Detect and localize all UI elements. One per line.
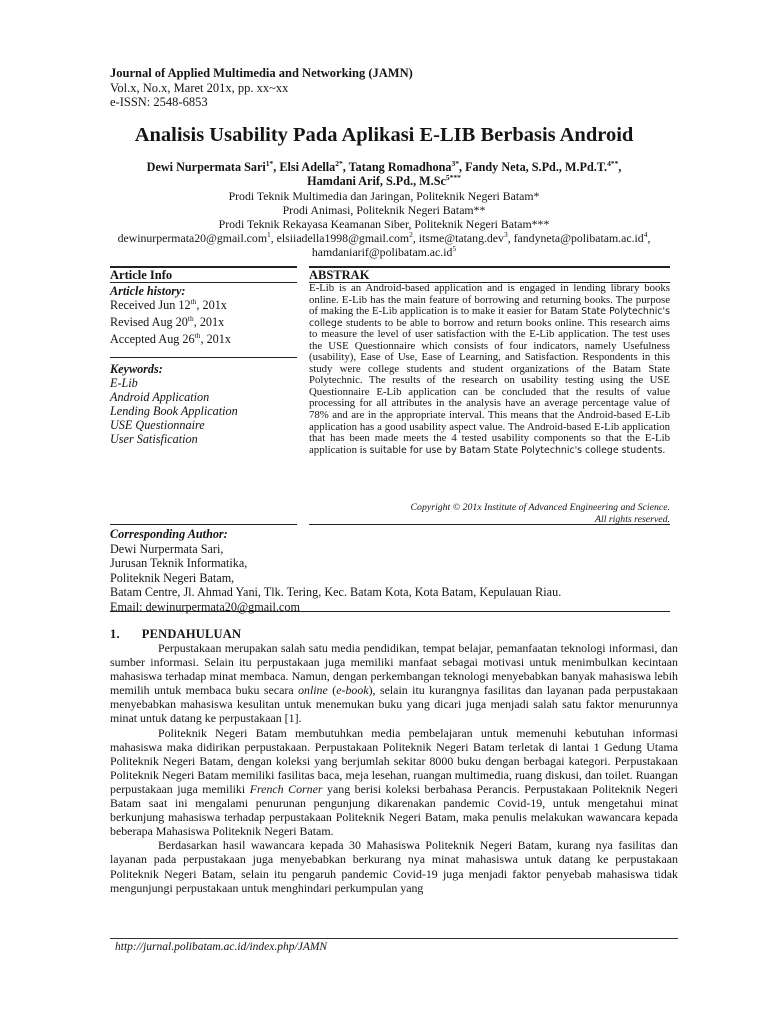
affiliation-line: Prodi Teknik Rekayasa Keamanan Siber, Politeknik Negeri Batam*** [218,217,550,231]
keywords-bottom-rule [110,524,297,525]
history-received: Received Jun 12th, 201x [110,296,227,312]
email-mark: 3 [503,230,508,240]
keywords-block [110,362,238,446]
author-mark: 1* [265,158,274,168]
corresponding-author [110,527,561,614]
keyword: Lending Book Application [110,404,238,418]
history-heading: Article history: [110,284,186,298]
history-accepted: Accepted Aug 26th, 201x [110,330,231,346]
author-email: dewinurpermata20@gmail.com [117,231,267,245]
keyword: E-Lib [110,376,138,390]
footer-url[interactable]: http://jurnal.polibatam.ac.id/index.php/JAMN [115,941,328,953]
author-email: hamdaniarif@polibatam.ac.id [311,245,453,259]
author-name: Fandy Neta, S.Pd., M.Pd.T. [465,160,608,174]
email-mark: 4 [643,230,648,240]
author-mark: 2* [335,158,343,168]
copyright-notice: Copyright © 201x Institute of Advanced Engineering and Science. All rights reserved. [410,502,670,525]
email-mark: 1 [267,230,271,240]
abstract-text: E-Lib is an Android-based application and is engaged in lending library books online. E-Lib has the main feature of borrowing and returning books. The purpose of making the E-Lib application is to make it easier for Batam State Polytechnic's college students to be able to borrow and return books online. This research aims to measure the level of user satisfaction with the E-Lib application. The test uses the USE Questionnaire which consists of four indicators, namely Usefulness (usability), Ease of Use, Ease of Learning, and Satisfaction. Respondents in this study were college students and student organizations of the Batam State Polytechnic. The results of the research on usability testing using the USE Questionnaire E-Lib application can be concluded that the results of value processing for all attributes in the analysis have an average percentage value of 78% and are in the appropriate interval. This means that the Android-based E-Lib application has a good usability aspect value. The Android-based E-Lib application that has been made meets the 4 tested usability components so that the E-Lib application is suitable for use by Batam State Polytechnic's college students. [309,282,670,456]
corresponding-line: Dewi Nurpermata Sari, [110,541,224,556]
author-name: Tatang Romadhona [348,160,452,174]
author-mark: 3* [451,158,459,168]
corresponding-line: Batam Centre, Jl. Ahmad Yani, Tlk. Tering, Kec. Batam Kota, Kota Batam, Kepulauan Riau. [110,585,562,599]
email-line: dewinurpermata20@gmail.com$^1$, elsiiadella1998@gmail.com$^2$, itsme@tatang.dev$^3$, $fandyneta@polibatam.ac.id^4$, [117,230,651,245]
email-mark: 2 [409,230,413,240]
article-history [110,284,231,346]
journal-volume: Vol.x, No.x, Maret 201x, pp. xx~xx [110,80,289,95]
paragraph: Perpustakaan merupakan salah satu media pendidikan, tempat belajar, pemanfaatan teknologi informasi, dan sumber informasi. Selain itu perpustakaan juga memiliki manfaat sebagai motivasi untuk menimbulkan kecintaan mahasiswa terhadap minat membaca. Namun, dengan perkembangan teknologi menyebabkan banyak mahasiswa lebih memilih untuk membaca buku secara online (e-book), selain itu kurangnya fasilitas dan layanan pada perpustakaan menyebabkan mahasiswa kesulitan untuk menemukan buku yang dicari juga menjadi salah satu faktor menurunnya minat untuk datang ke perpustakaan [1]. [110,641,678,726]
corresponding-line: Politeknik Negeri Batam, [110,570,235,585]
article-info-heading: Article Info [110,268,173,282]
journal-name: Journal of Applied Multimedia and Networking (JAMN) [110,66,413,80]
affiliation-line: Prodi Animasi, Politeknik Negeri Batam** [282,203,486,217]
paper-title: Analisis Usability Pada Aplikasi E-LIB Berbasis Android [134,124,634,146]
corresponding-line: Jurusan Teknik Informatika, [110,556,248,570]
affiliation-line: Prodi Teknik Multimedia dan Jaringan, Politeknik Negeri Batam* [228,189,540,203]
author-name: Dewi Nurpermata Sari [146,160,266,174]
paragraph: Politeknik Negeri Batam membutuhkan media pembelajaran untuk memenuhi kebutuhan informasi mahasiswa maka didirikan perpustakaan. Perpustakaan Politeknik Negeri Batam terletak di lantai 1 Gedung Utama Politeknik Negeri Batam, dengan koleksi yang berjumlah sekitar 8000 buku dengan berbagai kategori. Perpustakaan Politeknik Negeri Batam memiliki fasilitas baca, meja lesehan, ruangan multimedia, ruang diskusi, dan toilet. Ruangan perpustakaan juga memiliki French Corner yang berisi koleksi berbahasa Perancis. Perpustakaan Politeknik Negeri Batam saat ini mengalami penurunan pengunjung dikarenakan pandemic Covid-19, untuk mengetahui minat berkunjung mahasiswa terhadap perpustakaan Politeknik Negeri Batam, maka penulis melakukan wawancara kepada beberapa Mahasiswa Politeknik Negeri Batam. [110,725,678,839]
email-mark: 5 [452,244,457,254]
author-mark: 5*** [445,172,461,182]
author-mark: 4** [607,158,619,168]
journal-issn: e-ISSN: 2548-6853 [110,95,208,109]
email-line [100,245,668,259]
section-heading: 1. PENDAHULUAN [110,627,242,641]
author-email: fandyneta@polibatam.ac.id [513,231,644,245]
journal-header [110,66,413,110]
abstract-heading: ABSTRAK [309,268,370,282]
author-email: elsiiadella1998@gmail.com [276,231,410,245]
keyword: USE Questionnaire [110,418,205,432]
footer-rule [110,938,678,939]
paragraph: Berdasarkan hasil wawancara kepada 30 Mahasiswa Politeknik Negeri Batam, kurang nya fasilitas dan layanan pada perpustakaan juga menyebabkan berkurang nya minat mahasiswa untuk datang ke perpustakaan Politeknik Negeri Batam, selain itu pengaruh pandemic Covid-19 juga menjadi faktor penyebab mahasiswa tidak mengunjungi perpustakaan untuk menghindari perkumpulan yang [110,838,678,895]
author-name: Hamdani Arif, S.Pd., M.Sc [307,174,446,188]
corresponding-heading: Corresponding Author: [110,527,228,541]
author-list: Dewi Nurpermata Sari$^{1*}$, Elsi Adella$^{2*}$, Tatang Romadhona$^{3*}$, Fandy Neta, S.Pd., M.Pd.T.$^{4**}$, Hamdani Arif, S.Pd., $M.Sc^{5***}$ [146,158,622,188]
corresponding-email: Email: dewinurpermata20@gmail.com [110,599,300,614]
history-bottom-rule [110,357,297,358]
section-body [110,641,678,895]
history-revised: Revised Aug 20th, 201x [110,313,225,329]
keywords-heading: Keywords: [110,362,163,376]
author-email: itsme@tatang.dev [418,231,504,245]
keyword: User Satisfication [110,432,198,446]
affiliations [100,189,668,259]
keyword: Android Application [110,390,210,404]
author-name: Elsi Adella [279,160,336,174]
